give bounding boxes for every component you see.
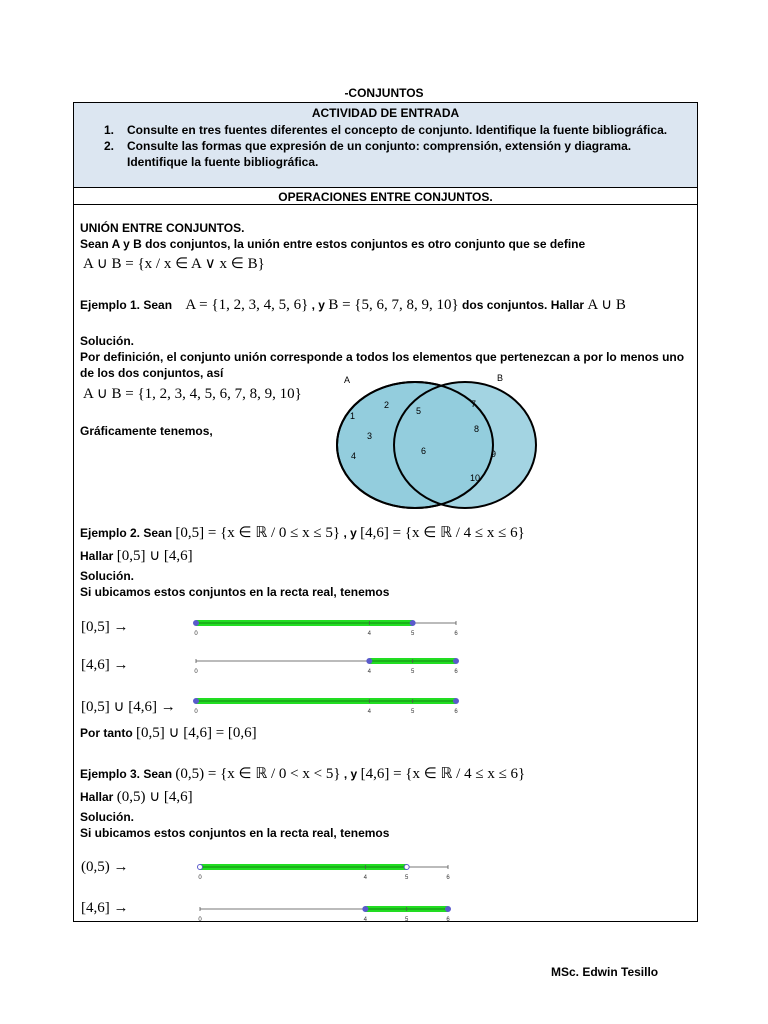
tick-label: 4 xyxy=(367,709,372,715)
example3-set2: [4,6] = {x ∈ ℝ / 4 ≤ x ≤ 6} xyxy=(360,766,526,782)
endpoint-left xyxy=(194,621,199,626)
example2-conclusion-line xyxy=(80,723,257,742)
operations-header: OPERACIONES ENTRE CONJUNTOS. xyxy=(278,190,493,204)
example3-line1-label: (0,5) → xyxy=(81,859,129,875)
venn-element: 5 xyxy=(416,406,422,416)
tick-label: 6 xyxy=(454,709,458,715)
example1-line xyxy=(80,295,626,314)
venn-element: 6 xyxy=(421,446,427,456)
venn-element: 9 xyxy=(491,449,497,459)
activity-item-2-text-line2: Identifique la fuente bibliográfica. xyxy=(127,155,319,169)
tick-label: 0 xyxy=(194,709,198,715)
tick-label: 5 xyxy=(410,631,415,637)
example3-solution-text: Si ubicamos estos conjuntos en la recta real, tenemos xyxy=(80,826,390,840)
example3-label: Ejemplo 3. xyxy=(80,767,141,781)
example2-line3-label: [0,5] ∪ [4,6] → xyxy=(81,699,176,715)
tick-label: 5 xyxy=(410,709,415,715)
tick-label: 0 xyxy=(198,917,202,923)
endpoint-left xyxy=(367,659,372,664)
example2-set1: [0,5] = {x ∈ ℝ / 0 ≤ x ≤ 5} xyxy=(175,525,341,541)
example3-hallar-line xyxy=(80,787,193,806)
row-divider xyxy=(74,204,697,205)
endpoint-right xyxy=(446,907,451,912)
example1-solution-label: Solución. xyxy=(80,334,134,348)
endpoint-right xyxy=(454,699,459,704)
example3-hallar: Hallar xyxy=(80,790,114,804)
example1-solution-line2: de los dos conjuntos, así xyxy=(80,366,224,380)
number-line-ex2-1 xyxy=(186,615,466,641)
example2-conclusion-label: Por tanto xyxy=(80,726,133,740)
author-footer: MSc. Edwin Tesillo xyxy=(551,965,659,979)
number-line-ex2-3 xyxy=(186,693,466,719)
tick-label: 6 xyxy=(454,631,458,637)
venn-element: 8 xyxy=(474,424,480,434)
example2-conclusion: [0,5] ∪ [4,6] = [0,6] xyxy=(136,725,257,741)
activity-header: ACTIVIDAD DE ENTRADA xyxy=(311,106,460,120)
example2-line xyxy=(80,523,525,542)
example2-hallar-line xyxy=(80,546,193,565)
example3-set1: (0,5) = {x ∈ ℝ / 0 < x < 5} xyxy=(175,766,341,782)
venn-label-b: B xyxy=(497,373,504,383)
example2-line2-label: [4,6] → xyxy=(81,657,129,673)
endpoint-right xyxy=(410,621,415,626)
example3-y: , y xyxy=(343,767,358,781)
example2-target: [0,5] ∪ [4,6] xyxy=(116,548,193,564)
endpoint-right xyxy=(454,659,459,664)
activity-item-2-number: 2. xyxy=(104,139,115,153)
venn-element: 10 xyxy=(470,473,481,483)
venn-element: 1 xyxy=(350,411,356,421)
union-definition: Sean A y B dos conjuntos, la unión entre estos conjuntos es otro conjunto que se define xyxy=(80,237,586,251)
tick-label: 5 xyxy=(404,875,409,881)
example2-set2: [4,6] = {x ∈ ℝ / 4 ≤ x ≤ 6} xyxy=(360,525,525,541)
example1-label: Ejemplo 1. xyxy=(80,298,141,312)
example3-line2-label: [4,6] → xyxy=(81,900,129,916)
tick-label: 0 xyxy=(198,875,202,881)
activity-item-1-number: 1. xyxy=(104,123,115,137)
example2-label: Ejemplo 2. xyxy=(80,526,141,540)
number-line-ex3-2 xyxy=(192,901,456,927)
activity-item-2-text: Consulte las formas que expresión de un conjunto: comprensión, extensión y diagrama. xyxy=(127,139,632,153)
content-table xyxy=(73,102,698,922)
endpoint-left xyxy=(194,699,199,704)
tick-label: 4 xyxy=(363,875,368,881)
union-heading: UNIÓN ENTRE CONJUNTOS. xyxy=(80,221,245,235)
example2-y: , y xyxy=(343,526,357,540)
tick-label: 5 xyxy=(404,917,409,923)
number-line-ex2-2 xyxy=(186,653,466,679)
example3-line xyxy=(80,764,525,783)
venn-circle-b xyxy=(394,382,536,508)
venn-label-a: A xyxy=(344,375,351,385)
tick-label: 6 xyxy=(454,669,458,675)
example2-line1-label: [0,5] → xyxy=(81,619,129,635)
example1-set-a: A = {1, 2, 3, 4, 5, 6} xyxy=(185,297,309,313)
tick-label: 4 xyxy=(367,631,372,637)
example2-solution-text: Si ubicamos estos conjuntos en la recta real, tenemos xyxy=(80,585,390,599)
activity-item-1-text: Consulte en tres fuentes diferentes el concepto de conjunto. Identifique la fuente bibliográfica. xyxy=(127,123,668,137)
tick-label: 4 xyxy=(363,917,368,923)
number-line-ex3-1 xyxy=(192,859,456,885)
venn-element: 2 xyxy=(384,400,390,410)
example3-solution-label: Solución. xyxy=(80,810,134,824)
endpoint-left xyxy=(363,907,368,912)
example2-solution-label: Solución. xyxy=(80,569,134,583)
endpoint-left xyxy=(198,865,203,870)
example1-result: A ∪ B = {1, 2, 3, 4, 5, 6, 7, 8, 9, 10} xyxy=(83,386,302,402)
example3-target: (0,5) ∪ [4,6] xyxy=(116,789,193,805)
venn-diagram xyxy=(329,369,619,509)
tick-label: 6 xyxy=(446,917,450,923)
venn-element: 4 xyxy=(351,451,357,461)
page-title: -CONJUNTOS xyxy=(344,86,424,100)
example1-graphic-text: Gráficamente tenemos, xyxy=(80,424,213,438)
example2-sean: Sean xyxy=(143,526,173,540)
tick-label: 0 xyxy=(194,669,198,675)
venn-circles xyxy=(337,382,536,508)
venn-element: 7 xyxy=(471,399,477,409)
example1-solution-line1: Por definición, el conjunto unión corresponde a todos los elementos que pertenezcan a por lo menos uno xyxy=(80,350,685,364)
tick-label: 0 xyxy=(194,631,198,637)
example1-set-b: B = {5, 6, 7, 8, 9, 10} xyxy=(328,297,459,313)
example1-target: A ∪ B xyxy=(587,297,626,313)
tick-label: 4 xyxy=(367,669,372,675)
example1-y: , y xyxy=(311,298,325,312)
venn-element: 3 xyxy=(367,431,373,441)
example1-sean: Sean xyxy=(143,298,173,312)
example3-sean: Sean xyxy=(143,767,173,781)
endpoint-right xyxy=(404,865,409,870)
union-formula: A ∪ B = {x / x ∈ A ∨ x ∈ B} xyxy=(83,256,265,272)
tick-label: 6 xyxy=(446,875,450,881)
example2-hallar: Hallar xyxy=(80,549,114,563)
tick-label: 5 xyxy=(410,669,415,675)
example1-tail: dos conjuntos. Hallar xyxy=(462,298,585,312)
